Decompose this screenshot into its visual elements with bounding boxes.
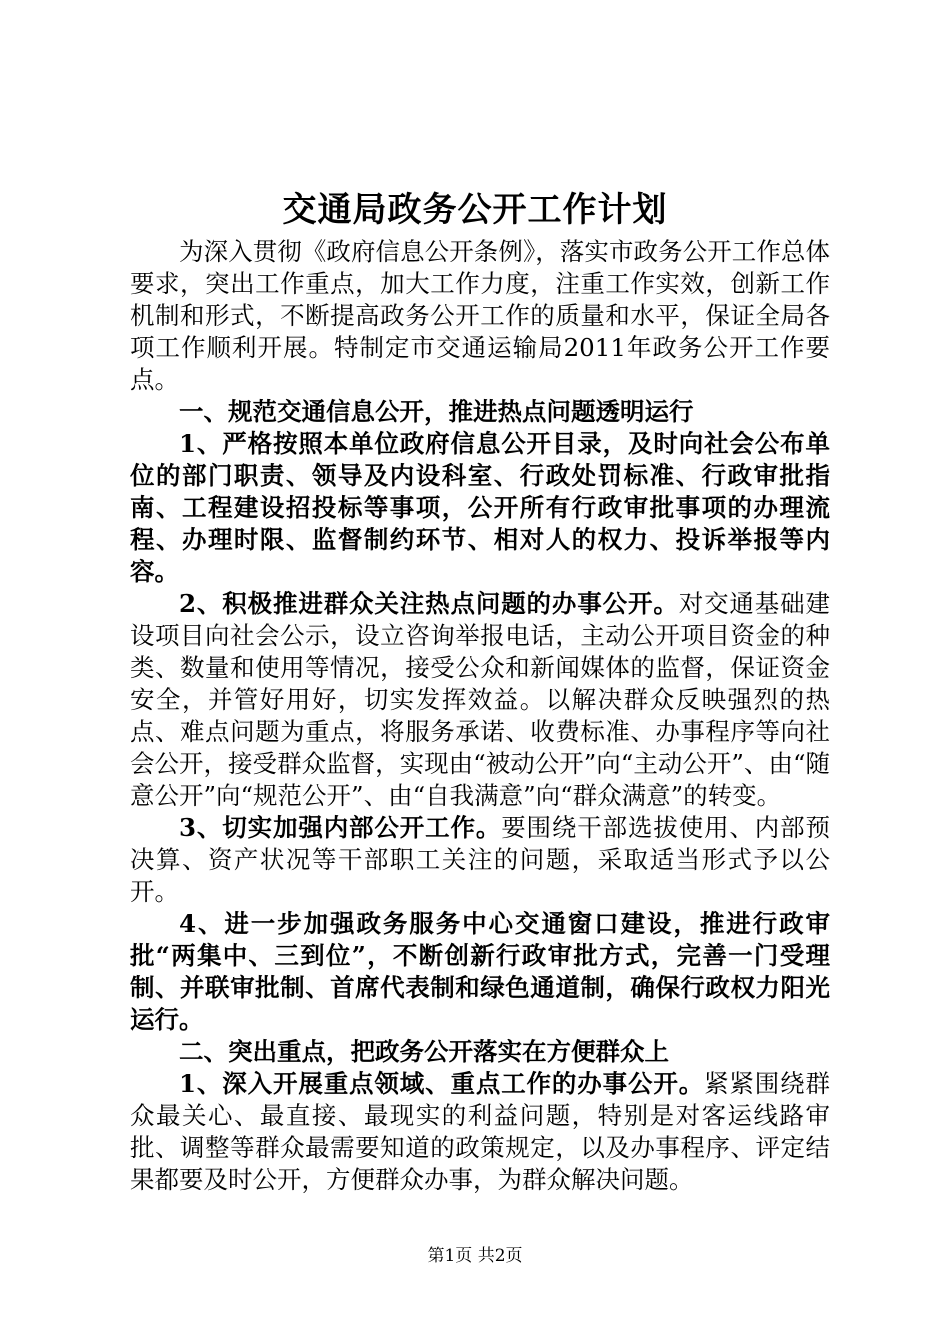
item-lead: 1、深入开展重点领域、重点工作的办事公开。 bbox=[179, 1069, 705, 1098]
section1-item-2 bbox=[130, 588, 830, 812]
intro-paragraph: 为深入贯彻《政府信息公开条例》，落实市政务公开工作总体要求，突出工作重点，加大工作力度，注重工作实效，创新工作机制和形式，不断提高政务公开工作的质量和水平，保证全局各项工作顺利开展。特制定市交通运输局2011年政务公开工作要点。 bbox=[130, 237, 830, 394]
document-body bbox=[130, 236, 830, 1196]
item-body: 对交通基础建设项目向社会公示，设立咨询举报电话，主动公开项目资金的种类、数量和使用等情况，接受公众和新闻媒体的监督，保证资金安全，并管好用好，切实发挥效益。以解决群众反映强烈的热点、难点问题为重点，将服务承诺、收费标准、办事程序等向社会公开，接受群众监督，实现由“被动公开”向“主动公开”、由“随意公开”向“规范公开”、由“自我满意”向“群众满意”的转变。 bbox=[130, 589, 831, 810]
item-lead: 2、积极推进群众关注热点问题的办事公开。 bbox=[179, 589, 679, 618]
section1-item-1: 1、严格按照本单位政府信息公开目录，及时向社会公布单位的部门职责、领导及内设科室、行政处罚标准、行政审批指南、工程建设招投标等事项，公开所有行政审批事项的办理流程、办理时限、监督制约环节、相对人的权力、投诉举报等内容。 bbox=[130, 429, 830, 586]
section2-item-1 bbox=[130, 1068, 830, 1196]
item-lead: 3、切实加强内部公开工作。 bbox=[179, 813, 502, 842]
section1-item-3 bbox=[130, 812, 830, 908]
item-body: 紧紧围绕群众最关心、最直接、最现实的利益问题，特别是对客运线路审批、调整等群众最需要知道的政策规定，以及办事程序、评定结果都要及时公开，方便群众办事，为群众解决问题。 bbox=[130, 1069, 831, 1194]
section-heading-2: 二、突出重点，把政务公开落实在方便群众上 bbox=[179, 1037, 669, 1066]
section1-item-4: 4、进一步加强政务服务中心交通窗口建设，推进行政审批“两集中、三到位”，不断创新行政审批方式，完善一门受理制、并联审批制、首席代表制和绿色通道制，确保行政权力阳光运行。 bbox=[130, 909, 830, 1034]
section-heading-1: 一、规范交通信息公开，推进热点问题透明运行 bbox=[179, 397, 694, 426]
page-footer: 第1页 共2页 bbox=[427, 1246, 523, 1266]
item-body: 要围绕干部选拔使用、内部预决算、资产状况等干部职工关注的问题，采取适当形式予以公开。 bbox=[130, 813, 830, 906]
document-title: 交通局政务公开工作计划 bbox=[282, 190, 668, 230]
